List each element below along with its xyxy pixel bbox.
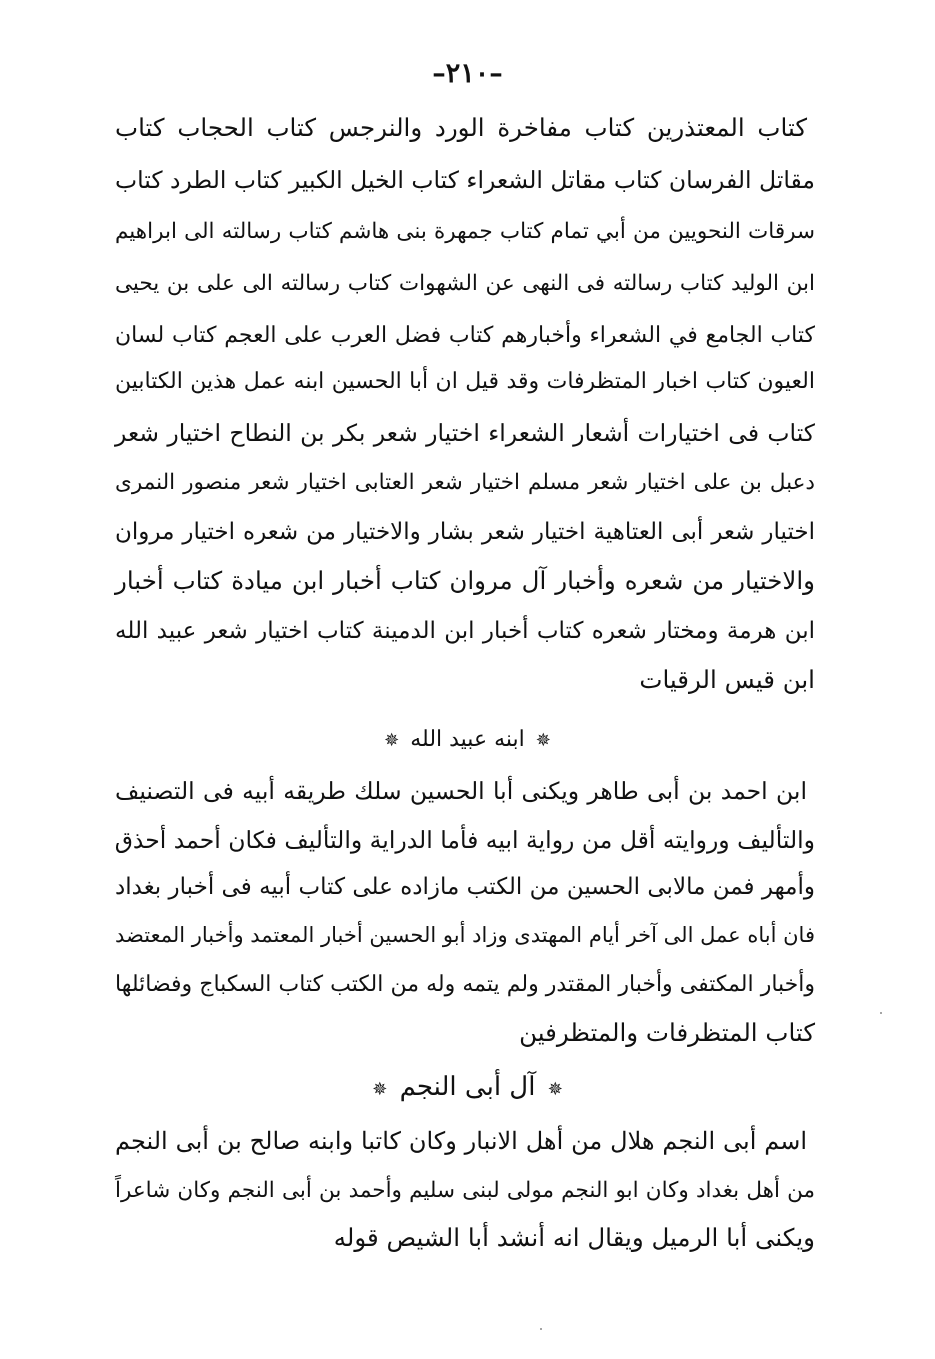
text-line: من أهل بغداد وكان ابو النجم مولى لبنى سليم وأحمد بن أبى النجم وكان شاعراً	[115, 1178, 815, 1203]
text-line: وأخبار المكتفى وأخبار المقتدر ولم يتمه وله من الكتب كتاب السكباج وفضائلها	[115, 972, 815, 997]
scan-speck	[540, 1328, 542, 1330]
heading-text: ابنه عبيد الله	[410, 727, 525, 752]
text-line: دعبل بن على اختيار شعر مسلم اختيار شعر العتابى اختيار شعر منصور النمرى	[115, 470, 815, 495]
ornament-icon: ✵	[547, 1079, 563, 1100]
section-heading	[0, 1067, 935, 1107]
heading-text: آل أبى النجم	[399, 1072, 536, 1102]
text-line: كتاب المعتذرين كتاب مفاخرة الورد والنرجس كتاب الحجاب كتاب	[115, 113, 807, 142]
ornament-icon: ✵	[535, 730, 551, 751]
text-line: ويكنى أبا الرميل ويقال انه أنشد أبا الشيص قوله	[333, 1223, 815, 1252]
ornament-icon: ✵	[372, 1079, 388, 1100]
section-heading	[0, 720, 935, 760]
text-line: اختيار شعر أبى العتاهية اختيار شعر بشار والاختيار من شعره اختيار مروان	[115, 519, 815, 545]
text-line: اسم أبى النجم هلال من أهل الانبار وكان كاتبا وابنه صالح بن أبى النجم	[115, 1127, 808, 1155]
text-line: كتاب المتظرفات والمتظرفين	[519, 1018, 815, 1047]
text-line: كتاب الجامع في الشعراء وأخبارهم كتاب فضل العرب على العجم كتاب لسان	[115, 323, 815, 348]
page-number: –٢١٠–	[432, 58, 503, 89]
text-line: سرقات النحويين من أبي تمام كتاب جمهرة بنى هاشم كتاب رسالته الى ابراهيم	[115, 219, 815, 244]
text-line: العيون كتاب اخبار المتظرفات وقد قيل ان أبا الحسين ابنه عمل هذين الكتابين	[115, 369, 815, 394]
text-line: ابن قيس الرقيات	[639, 665, 815, 694]
text-line: ابن هرمة ومختار شعره كتاب أخبار ابن الدمينة كتاب اختيار شعر عبيد الله	[115, 618, 815, 644]
text-line: مقاتل الفرسان كتاب مقاتل الشعراء كتاب الخيل الكبير كتاب الطرد كتاب	[114, 166, 815, 194]
ornament-icon: ✵	[384, 730, 400, 751]
text-line: وأمهر فمن مالابى الحسين من الكتب مازاده على كتاب أبيه فى أخبار بغداد	[115, 874, 815, 900]
scan-speck	[880, 1012, 882, 1014]
text-line: ابن الوليد كتاب رسالته فى النهى عن الشهوات كتاب رسالته الى على بن يحيى	[115, 271, 815, 296]
text-line: والاختيار من شعره وأخبار آل مروان كتاب أخبار ابن ميادة كتاب أخبار	[115, 566, 815, 595]
text-line: ابن احمد بن أبى طاهر ويكنى أبا الحسين سلك طريقه أبيه فى التصنيف	[115, 777, 807, 805]
text-line: كتاب فى اختيارات أشعار الشعراء اختيار شعر بكر بن النطاح اختيار شعر	[115, 419, 815, 447]
text-line: والتأليف وروايته أقل من رواية ابيه فأما الدراية والتأليف فكان أحمد أحذق	[114, 826, 815, 854]
text-line: فان أباه عمل الى آخر أيام المهتدى وزاد أبو الحسين أخبار المعتمد وأخبار المعتضد	[115, 923, 815, 947]
